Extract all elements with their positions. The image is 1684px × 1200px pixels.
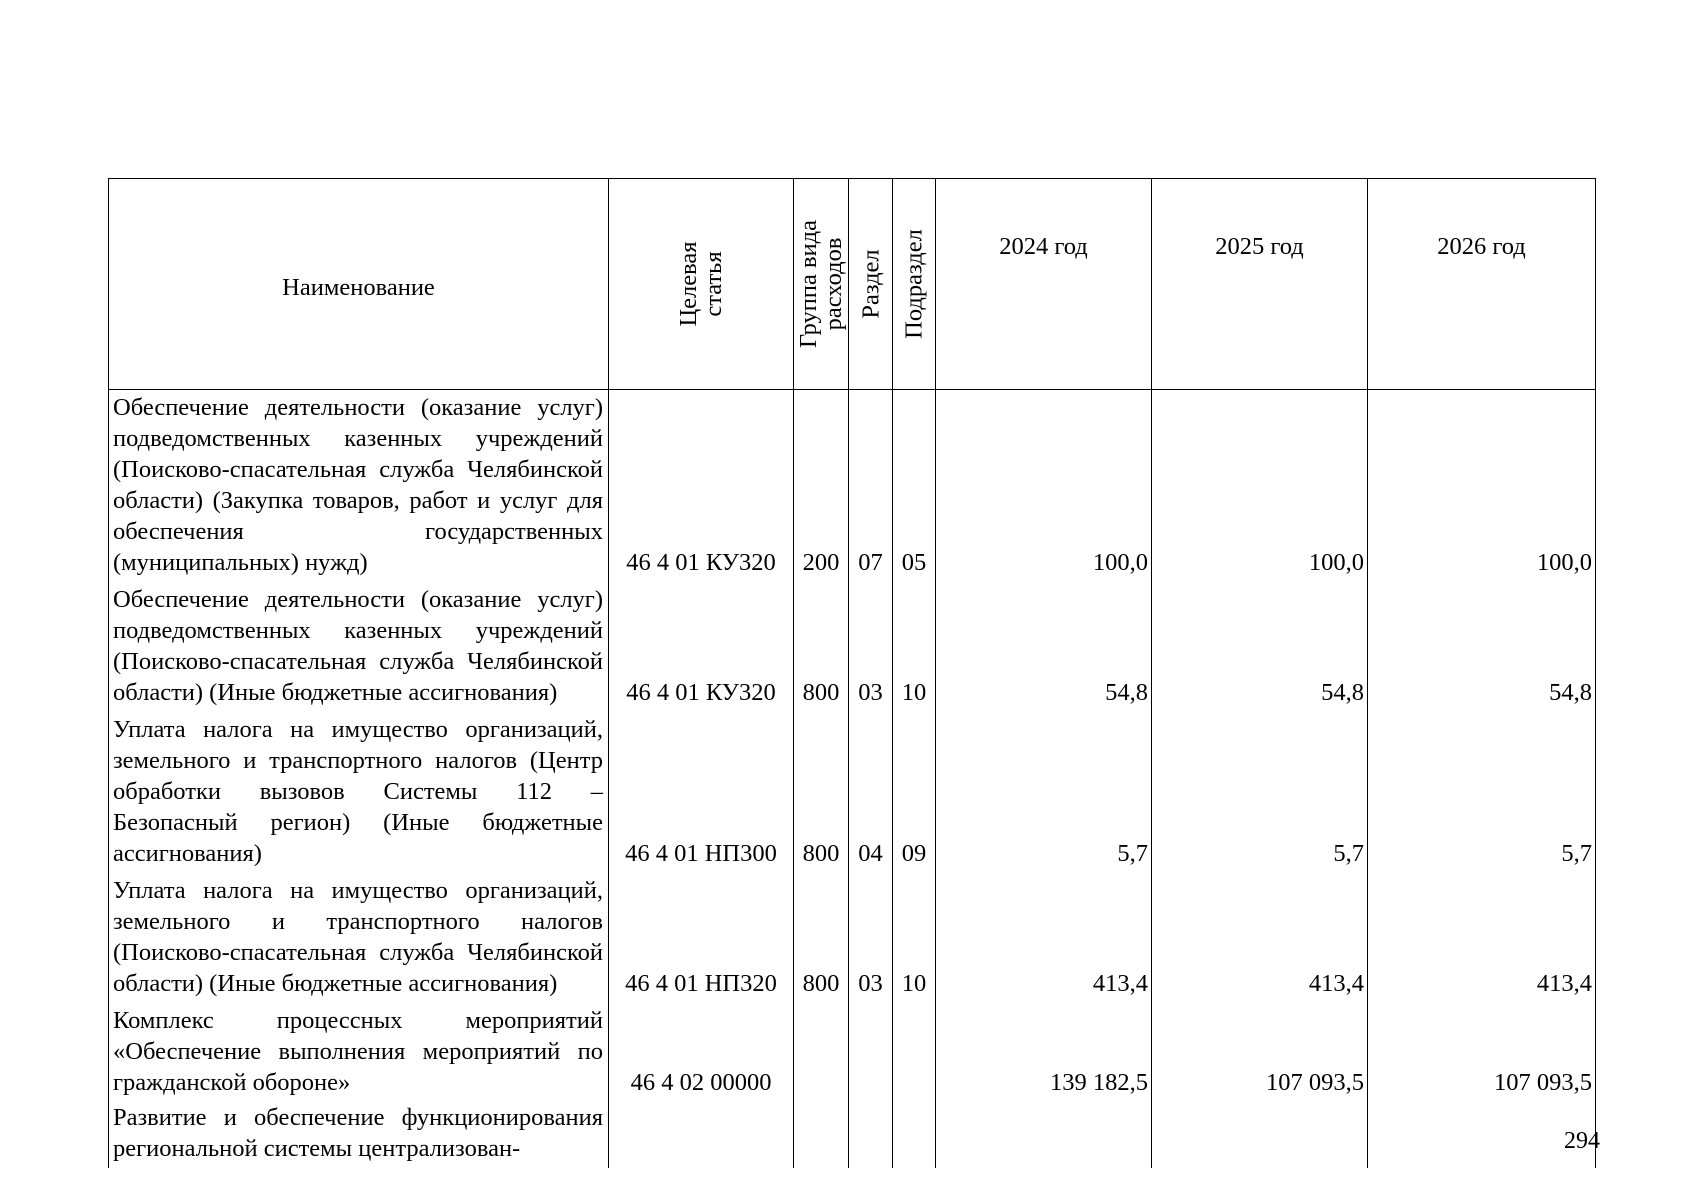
- header-year-2024: 2024 год: [936, 179, 1152, 390]
- row-subsection: [893, 1102, 936, 1168]
- header-year-2025: 2025 год: [1152, 179, 1368, 390]
- row-expense-group: 800: [794, 873, 849, 1003]
- row-target-article: [609, 1102, 794, 1168]
- row-section: 07: [849, 390, 893, 583]
- row-section: 03: [849, 582, 893, 712]
- table-row: [109, 873, 1596, 1003]
- row-subsection: 10: [893, 582, 936, 712]
- row-subsection: 05: [893, 390, 936, 583]
- row-subsection: [893, 1003, 936, 1102]
- row-section: 03: [849, 873, 893, 1003]
- row-expense-group: 200: [794, 390, 849, 583]
- row-name: Обеспечение деятельности (оказание услуг) подведомственных казенных учреждений (Поисково-спасательная служба Челябинской области) (Иные бюджетные ассигнования): [109, 582, 609, 712]
- budget-table: [108, 178, 1596, 1168]
- row-value-2025: 413,4: [1152, 873, 1368, 1003]
- row-value-2025: [1152, 1102, 1368, 1168]
- header-expense-group: Группа вида расходов: [794, 179, 849, 390]
- header-section: Раздел: [849, 179, 893, 390]
- row-expense-group: 800: [794, 582, 849, 712]
- row-expense-group: [794, 1102, 849, 1168]
- row-value-2026: 413,4: [1368, 873, 1596, 1003]
- row-value-2026: 5,7: [1368, 712, 1596, 873]
- row-name: Развитие и обеспечение функционирования региональной системы централизован-: [109, 1102, 609, 1168]
- row-value-2024: 100,0: [936, 390, 1152, 583]
- row-value-2026: 54,8: [1368, 582, 1596, 712]
- table-header-row: [109, 179, 1596, 390]
- table-row: [109, 582, 1596, 712]
- header-year-2026: 2026 год: [1368, 179, 1596, 390]
- row-value-2024: 413,4: [936, 873, 1152, 1003]
- row-value-2024: 139 182,5: [936, 1003, 1152, 1102]
- table-row: [109, 390, 1596, 583]
- row-value-2025: 5,7: [1152, 712, 1368, 873]
- header-subsection: Подраздел: [893, 179, 936, 390]
- row-target-article: 46 4 02 00000: [609, 1003, 794, 1102]
- row-value-2024: 54,8: [936, 582, 1152, 712]
- row-subsection: 09: [893, 712, 936, 873]
- row-section: [849, 1102, 893, 1168]
- table-row: [109, 712, 1596, 873]
- row-name: Обеспечение деятельности (оказание услуг) подведомственных казенных учреждений (Поисково-спасательная служба Челябинской области) (Закупка товаров, работ и услуг для обеспечения государственных (муниципальных) нужд): [109, 390, 609, 583]
- row-target-article: 46 4 01 НП300: [609, 712, 794, 873]
- row-value-2026: 100,0: [1368, 390, 1596, 583]
- row-section: 04: [849, 712, 893, 873]
- row-name: Уплата налога на имущество организаций, земельного и транспортного налогов (Центр обработки вызовов Системы 112 – Безопасный регион) (Иные бюджетные ассигнования): [109, 712, 609, 873]
- row-value-2024: 5,7: [936, 712, 1152, 873]
- table-row: [109, 1003, 1596, 1102]
- row-name: Уплата налога на имущество организаций, земельного и транспортного налогов (Поисково-спасательная служба Челябинской области) (Иные бюджетные ассигнования): [109, 873, 609, 1003]
- row-value-2026: 107 093,5: [1368, 1003, 1596, 1102]
- row-name: Комплекс процессных мероприятий «Обеспечение выполнения мероприятий по гражданской обороне»: [109, 1003, 609, 1102]
- row-value-2025: 107 093,5: [1152, 1003, 1368, 1102]
- row-expense-group: [794, 1003, 849, 1102]
- table-row: [109, 1102, 1596, 1168]
- page-number: 294: [1564, 1128, 1600, 1154]
- row-subsection: 10: [893, 873, 936, 1003]
- row-value-2025: 100,0: [1152, 390, 1368, 583]
- row-value-2025: 54,8: [1152, 582, 1368, 712]
- row-section: [849, 1003, 893, 1102]
- header-target-article: Целевая статья: [609, 179, 794, 390]
- row-target-article: 46 4 01 КУ320: [609, 390, 794, 583]
- row-target-article: 46 4 01 КУ320: [609, 582, 794, 712]
- row-value-2024: [936, 1102, 1152, 1168]
- row-target-article: 46 4 01 НП320: [609, 873, 794, 1003]
- header-name: Наименование: [109, 179, 609, 390]
- row-expense-group: 800: [794, 712, 849, 873]
